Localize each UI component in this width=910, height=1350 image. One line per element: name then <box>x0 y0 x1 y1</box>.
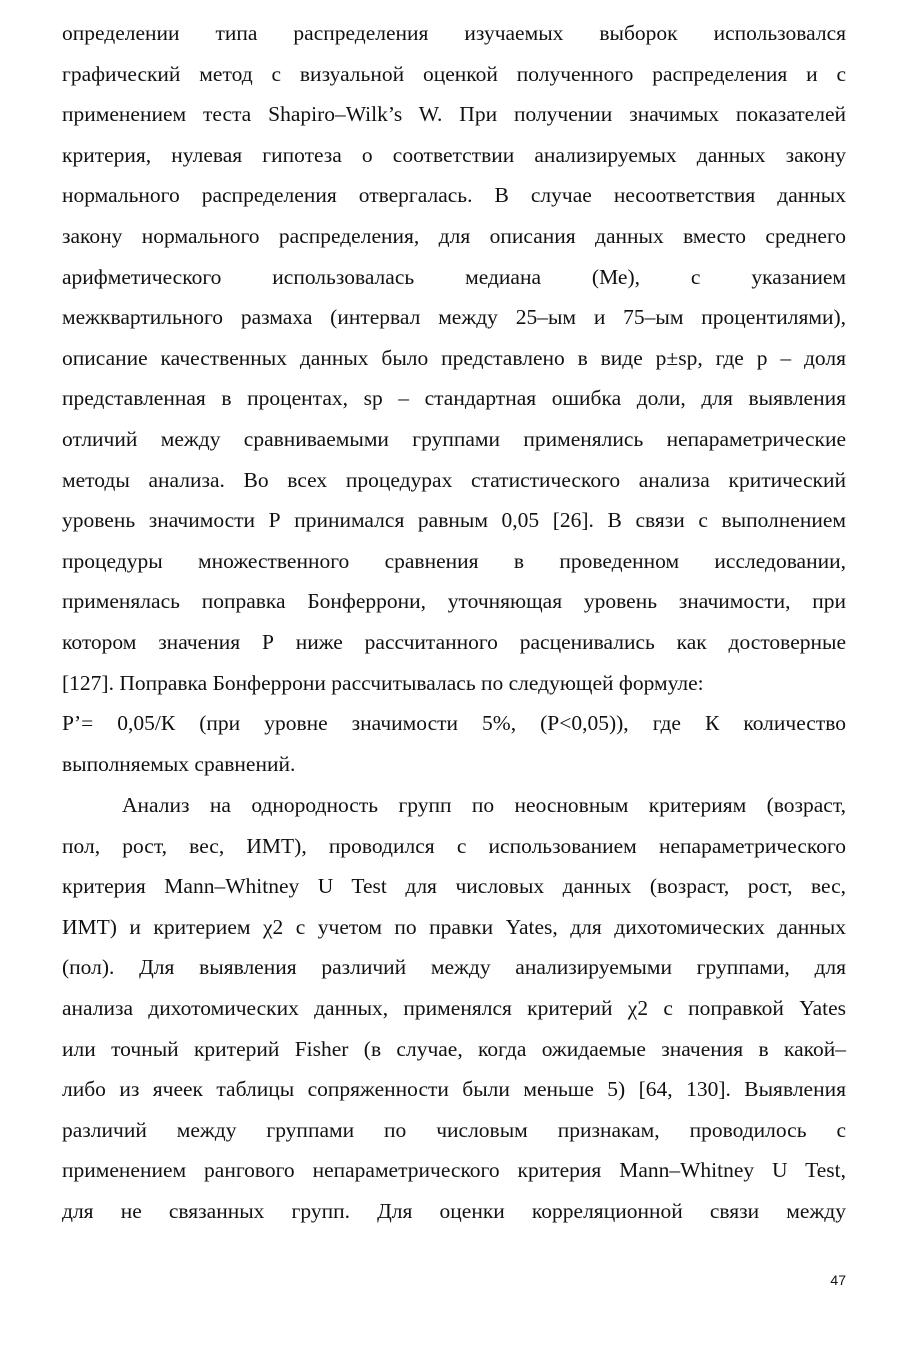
text-line: или точный критерий Fisher (в случае, когда ожидаемые значения в какой– <box>62 1036 846 1061</box>
text-line: уровень значимости Р принимался равным 0,05 [26]. В связи с выполнением <box>62 508 846 533</box>
text-line: котором значения Р ниже рассчитанного расценивались как достоверные <box>62 629 846 654</box>
text-line: нормального распределения отвергалась. В случае несоответствия данных <box>62 183 846 208</box>
text-line: процедуры множественного сравнения в проведенном исследовании, <box>62 548 846 573</box>
text-line: закону нормального распределения, для описания данных вместо среднего <box>62 223 846 248</box>
text-line: различий между группами по числовым признакам, проводилось с <box>62 1117 846 1142</box>
text-line: Анализ на однородность групп по неосновным критериям (возраст, <box>122 793 846 817</box>
paragraph-statistics-methods <box>62 13 846 784</box>
text-line: выполняемых сравнений. <box>62 751 296 776</box>
text-line: пол, рост, вес, ИМТ), проводился с использованием непараметрического <box>62 833 846 858</box>
text-line: анализа дихотомических данных, применялся критерий χ2 с поправкой Yates <box>62 995 846 1020</box>
text-line: графический метод с визуальной оценкой полученного распределения и с <box>62 61 846 86</box>
text-line: межквартильного размаха (интервал между 25–ым и 75–ым процентилями), <box>62 305 846 330</box>
text-line: либо из ячеек таблицы сопряженности были меньше 5) [64, 130]. Выявления <box>62 1077 846 1102</box>
text-line: (пол). Для выявления различий между анализируемыми группами, для <box>62 955 846 980</box>
text-line: применялась поправка Бонферрони, уточняющая уровень значимости, при <box>62 589 846 614</box>
text-line: применением рангового непараметрического критерия Mann–Whitney U Test, <box>62 1158 846 1183</box>
text-line: описание качественных данных было представлено в виде p±sp, где p – доля <box>62 345 846 370</box>
text-line: арифметического использовалась медиана (Ме), с указанием <box>62 264 846 289</box>
text-line: ИМТ) и критерием χ2 с учетом по правки Yates, для дихотомических данных <box>62 914 846 939</box>
text-line: определении типа распределения изучаемых выборок использовался <box>62 21 846 45</box>
formula-line: Р’= 0,05/К (при уровне значимости 5%, (Р<0,05)), где К количество <box>62 711 846 736</box>
text-line: для не связанных групп. Для оценки корреляционной связи между <box>62 1198 846 1223</box>
text-line: критерия, нулевая гипотеза о соответствии анализируемых данных закону <box>62 142 846 167</box>
text-line: критерия Mann–Whitney U Test для числовых данных (возраст, рост, вес, <box>62 874 846 899</box>
text-line: отличий между сравниваемыми группами применялись непараметрические <box>62 426 846 451</box>
text-line: представленная в процентах, sp – стандартная ошибка доли, для выявления <box>62 386 846 411</box>
paragraph-group-homogeneity <box>62 785 846 1232</box>
text-line: [127]. Поправка Бонферрони рассчитывалась по следующей формуле: <box>62 670 704 695</box>
page-number: 47 <box>830 1272 846 1288</box>
text-line: методы анализа. Во всех процедурах статистического анализа критический <box>62 467 846 492</box>
text-line: применением теста Shapiro–Wilk’s W. При получении значимых показателей <box>62 102 846 127</box>
